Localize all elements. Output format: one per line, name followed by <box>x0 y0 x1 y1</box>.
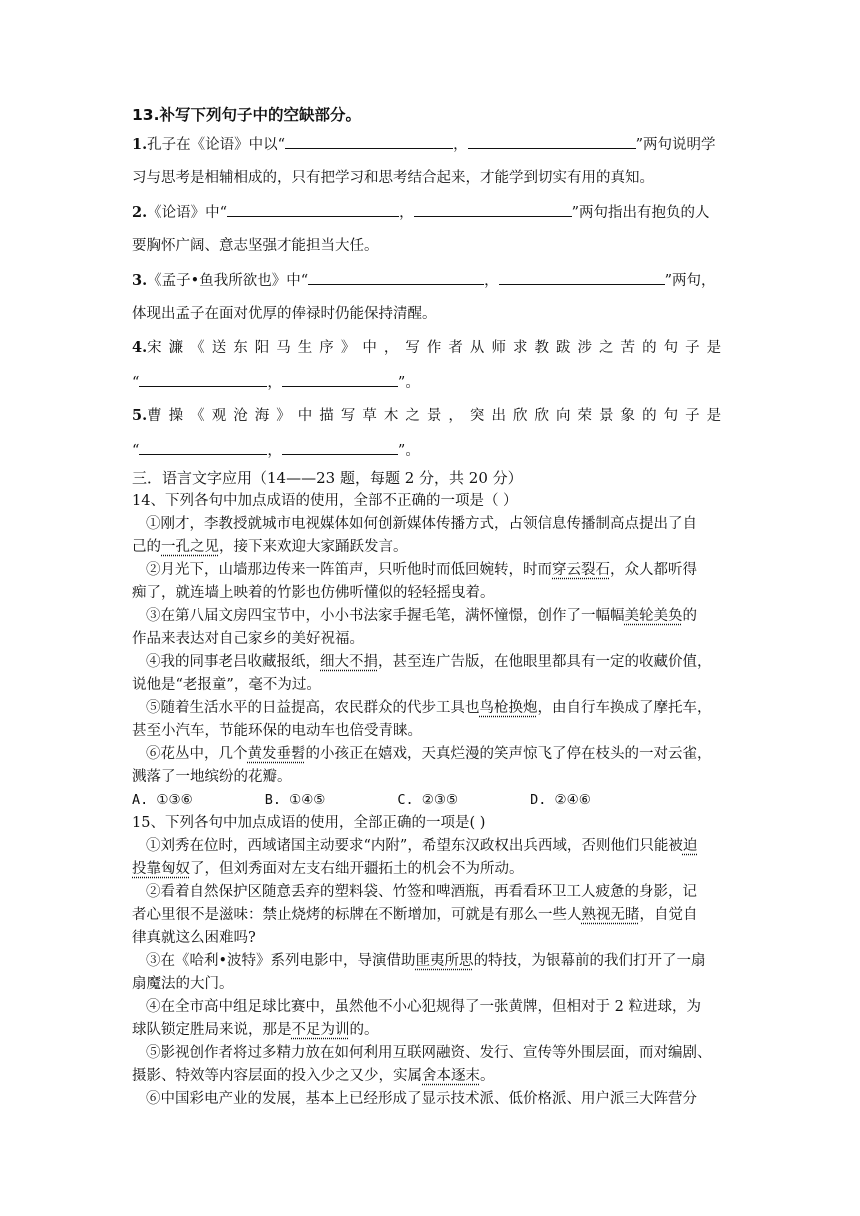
q13-item-3 <box>132 270 716 291</box>
comma: ， <box>267 443 282 459</box>
item-number: 4. <box>132 339 148 356</box>
text: ②月光下，山墙那边传来一阵笛声，只听他时而低回婉转，时而 <box>146 562 552 578</box>
text: 的。 <box>349 1022 379 1038</box>
q15-sentence-4-line-1: ④在全市高中组足球比赛中，虽然他不小心犯规得了一张黄牌，但相对于 2 粒进球，为 <box>146 999 701 1015</box>
q13-item-2 <box>132 202 709 223</box>
item-number: 5. <box>132 407 148 424</box>
text: 的小孩正在嬉戏，天真烂漫的笑声惊飞了停在枝头的一对云雀， <box>305 746 712 762</box>
dotted-idiom: 熟视无睹 <box>581 907 640 923</box>
text: 的 <box>682 608 697 624</box>
q15-sentence-4-line-2 <box>132 1020 379 1040</box>
dotted-idiom: 迫 <box>682 838 698 854</box>
answer-blank[interactable] <box>227 202 399 217</box>
open-quote: “ <box>132 443 140 459</box>
dotted-idiom: 舍本逐末 <box>422 1068 480 1084</box>
text: ，自觉自 <box>639 907 698 923</box>
section-3-title: 三．语言文字应用（14——23 题，每题 2 分，共 20 分） <box>132 469 523 487</box>
text: ，众人都听得 <box>610 562 697 578</box>
text: ①刘秀在位时，西域诸国主动要求“内附”，希望东汉政权出兵西域，否则他们只能被 <box>146 838 683 854</box>
text: 的特技，为银幕前的我们打开了一扇 <box>473 953 706 969</box>
q15-sentence-2-line-2 <box>132 905 698 925</box>
close-quote: ”。 <box>397 375 420 391</box>
text: ，由自行车换成了摩托车， <box>537 700 712 716</box>
q14-sentence-6-line-1 <box>132 744 712 764</box>
q15-sentence-5-line-2 <box>132 1066 495 1086</box>
text: 者心里很不是滋味：禁止烧烤的标牌在不断增加，可就是有那么一些人 <box>132 907 582 923</box>
q15-sentence-3-line-2: 扇魔法的大门。 <box>132 976 234 992</box>
item-number: 2. <box>132 204 148 221</box>
comma: ， <box>267 375 282 391</box>
dotted-idiom: 鸟枪换炮 <box>479 700 538 716</box>
text: ⑤随着生活水平的日益提高，农民群众的代步工具也 <box>146 700 480 716</box>
q15-stem: 15、下列各句中加点成语的使用，全部正确的一项是( ) <box>132 815 486 831</box>
q15-sentence-2-line-1: ②看着自然保护区随意丢弃的塑料袋、竹签和啤酒瓶，再看看环卫工人疲惫的身影，记 <box>146 884 697 900</box>
item-text: 《论语》中“ <box>147 205 228 221</box>
q13-item-4-blanks <box>132 372 420 393</box>
option-a[interactable]: A. ①③⑥ <box>132 792 193 808</box>
item-text: 孔子在《论语》中以“ <box>147 137 286 153</box>
q14-sentence-5-line-1 <box>132 698 712 718</box>
answer-blank[interactable] <box>468 134 636 149</box>
comma: ， <box>399 205 414 221</box>
comma: ， <box>453 137 468 153</box>
dotted-idiom: 一孔之见 <box>161 539 219 555</box>
text: ，甚至连广告版，在他眼里都具有一定的收藏价值， <box>378 654 712 670</box>
q13-title: 13.补写下列句子中的空缺部分。 <box>132 106 361 124</box>
dotted-idiom: 黄发垂髫 <box>247 746 306 762</box>
text: ③在第八届文房四宝节中，小小书法家手握毛笔，满怀憧憬，创作了一幅幅 <box>146 608 625 624</box>
option-c[interactable]: C. ②③⑤ <box>397 792 459 808</box>
q15-sentence-1-line-1 <box>132 836 697 856</box>
q15-sentence-6-line-1: ⑥中国彩电产业的发展，基本上已经形成了显示技术派、低价格派、用户派三大阵营分 <box>146 1091 697 1107</box>
dotted-idiom: 匪夷所思 <box>415 953 474 969</box>
q14-options <box>132 790 591 810</box>
text: 。 <box>480 1068 495 1084</box>
q13-item-4 <box>132 338 728 358</box>
answer-blank[interactable] <box>308 270 484 285</box>
answer-blank[interactable] <box>282 440 398 455</box>
q13-item-1-cont: 习与思考是相辅相成的，只有把学习和思考结合起来，才能学到切实有用的真知。 <box>132 170 654 186</box>
item-text: 《孟子•鱼我所欲也》中“ <box>147 273 309 289</box>
item-number: 1. <box>132 136 148 153</box>
q14-sentence-4-line-2: 说他是“老报童”，毫不为过。 <box>132 677 321 693</box>
q14-sentence-2-line-1 <box>132 560 697 580</box>
item-text: ”两句指出有抱负的人 <box>571 205 710 221</box>
item-text: ”两句， <box>664 273 716 289</box>
item-text: 曹操《观沧海》中描写草木之景，突出欣欣向荣景象的句子是 <box>147 408 722 424</box>
option-b[interactable]: B. ①④⑤ <box>264 792 326 808</box>
q15-sentence-3-line-1 <box>132 951 706 971</box>
dotted-idiom: 美轮美奂 <box>624 608 683 624</box>
q14-stem: 14、下列各句中加点成语的使用，全部不正确的一项是（ ） <box>132 493 518 509</box>
close-quote: ”。 <box>397 443 420 459</box>
q14-sentence-5-line-2: 甚至小汽车，节能环保的电动车也倍受青睐。 <box>132 723 422 739</box>
q13-item-5 <box>132 406 728 426</box>
q15-sentence-1-line-2 <box>132 859 524 879</box>
answer-blank[interactable] <box>285 134 453 149</box>
dotted-idiom: 不足为训 <box>291 1022 350 1038</box>
q14-sentence-4-line-1 <box>132 652 712 672</box>
text: ④我的同事老吕收藏报纸， <box>146 654 320 670</box>
q15-sentence-2-line-3: 律真就这么困难吗? <box>132 930 256 946</box>
q14-sentence-1-line-1: ①刚才，李教授就城市电视媒体如何创新媒体传播方式，占领信息传播制高点提出了自 <box>146 516 697 532</box>
item-text: ”两句说明学 <box>635 137 716 153</box>
q13-item-2-cont: 要胸怀广阔、意志坚强才能担当大任。 <box>132 238 379 254</box>
answer-blank[interactable] <box>139 372 267 387</box>
text: 了，但刘秀面对左支右绌开疆拓土的机会不为所动。 <box>190 861 524 877</box>
q13-item-3-cont: 体现出孟子在面对优厚的俸禄时仍能保持清醒。 <box>132 306 437 322</box>
answer-blank[interactable] <box>499 270 665 285</box>
open-quote: “ <box>132 375 140 391</box>
text: ⑥花丛中，几个 <box>146 746 248 762</box>
dotted-idiom: 投靠匈奴 <box>132 861 190 877</box>
q14-sentence-1-line-2 <box>132 537 408 557</box>
option-d[interactable]: D. ②④⑥ <box>530 792 591 808</box>
text: 己的 <box>132 539 161 555</box>
text: 摄影、特效等内容层面的投入少之又少，实属 <box>132 1068 422 1084</box>
answer-blank[interactable] <box>139 440 267 455</box>
q15-sentence-5-line-1: ⑤影视创作者将过多精力放在如何利用互联网融资、发行、宣传等外围层面，而对编剧、 <box>146 1045 712 1061</box>
q13-item-5-blanks <box>132 440 420 461</box>
text: ，接下来欢迎大家踊跃发言。 <box>219 539 408 555</box>
answer-blank[interactable] <box>282 372 398 387</box>
dotted-idiom: 穿云裂石 <box>552 562 610 578</box>
item-text: 宋濂《送东阳马生序》中，写作者从师求教跋涉之苦的句子是 <box>147 340 722 356</box>
dotted-idiom: 细大不捐 <box>320 654 378 670</box>
comma: ， <box>484 273 499 289</box>
text: ③在《哈利•波特》系列电影中，导演借助 <box>146 953 416 969</box>
answer-blank[interactable] <box>414 202 572 217</box>
q14-sentence-3-line-2: 作品来表达对自己家乡的美好祝福。 <box>132 631 364 647</box>
item-number: 3. <box>132 272 148 289</box>
text: 球队锁定胜局来说，那是 <box>132 1022 292 1038</box>
q14-sentence-6-line-2: 溅落了一地缤纷的花瓣。 <box>132 769 292 785</box>
q14-sentence-3-line-1 <box>132 606 697 626</box>
q13-item-1 <box>132 134 715 155</box>
q14-sentence-2-line-2: 痴了，就连墙上映着的竹影也仿佛听懂似的轻轻摇曳着。 <box>132 585 495 601</box>
